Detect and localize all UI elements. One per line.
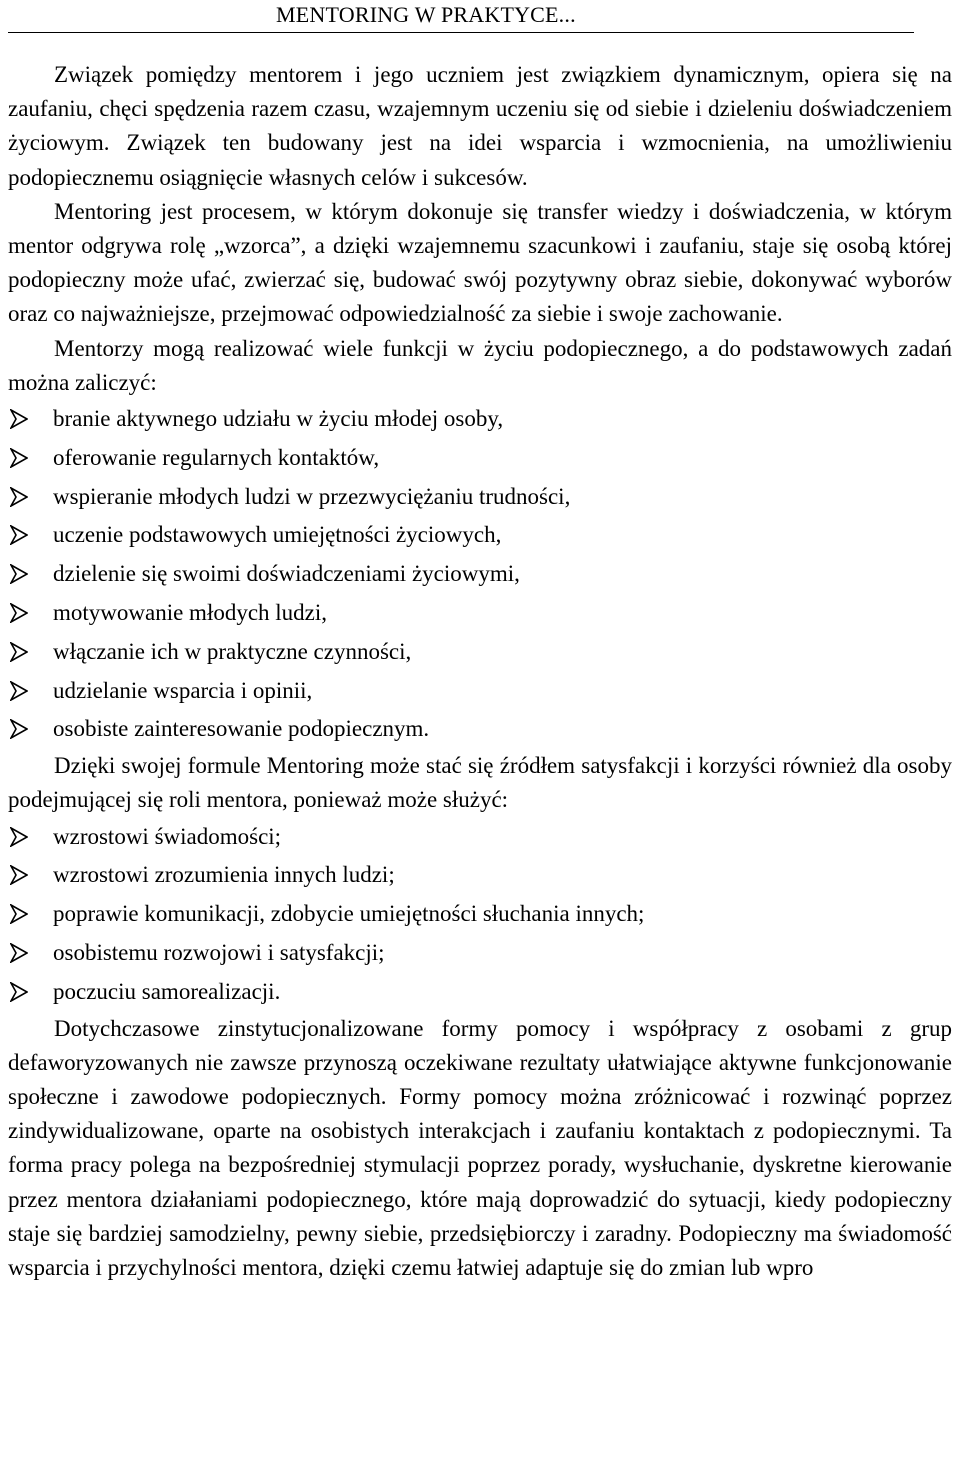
page-body [8,58,952,1285]
list-item-text: wzrostowi zrozumienia innych ludzi; [53,862,395,888]
document-page [8,0,952,1285]
arrowhead-bullet-icon [10,642,28,662]
arrowhead-bullet-icon [10,719,28,739]
list-item-text: uczenie podstawowych umiejętności życiowych, [53,522,502,548]
list-item [8,973,952,1012]
list-item [8,633,952,672]
mentor-benefits-list [8,818,952,1012]
list-item [8,478,952,517]
list-item-text: osobiste zainteresowanie podopiecznym. [53,716,430,742]
list-item-text: osobistemu rozwojowi i satysfakcji; [53,940,385,965]
list-item-text: branie aktywnego udziału w życiu młodej osoby, [53,406,504,432]
paragraph-functions-intro: Mentorzy mogą realizować wiele funkcji w życiu podopiecznego, a do podstawowych zadań można zaliczyć: [8,335,952,395]
list-item-text: motywowanie młodych ludzi, [53,600,328,626]
list-item [8,439,952,478]
list-item [8,895,952,934]
list-item [8,818,952,857]
arrowhead-bullet-icon [10,603,28,623]
list-item [8,516,952,555]
list-item [8,555,952,594]
paragraph-institutional-forms: Dotychczasowe zinstytucjonalizowane formy pomocy i współpracy z osobami z grup defaworyzowanych nie zawsze przynoszą oczekiwane rezultaty ułatwiające aktywne funkcjonowanie społeczne i zawodowe podopiecznych. Formy pomocy można zróżnicować i rozwinąć poprzez zindywidualizowane, oparte na osobistych interakcjach i zaufaniu kontaktach z podopiecznymi. Ta forma pracy polega na bezpośredniej stymulacji poprzez porady, wysłuchanie, dyskretne kierowanie przez mentora działaniami podopiecznego, które mają doprowadzić do sytuacji, kiedy podopieczny staje się bardziej samodzielny, pewny siebie, przedsiębiorczy i zaradny. Podopieczny ma świadomość wsparcia i przychylności mentora, dzięki czemu łatwiej adaptuje się do zmian lub wpro [8,1015,952,1281]
arrowhead-bullet-icon [10,827,28,847]
list-item-text: wzrostowi świadomości; [53,823,282,849]
list-item-text: dzielenie się swoimi doświadczeniami życiowymi, [53,561,520,587]
arrowhead-bullet-icon [10,943,28,963]
list-item [8,594,952,633]
arrowhead-bullet-icon [10,448,28,468]
arrowhead-bullet-icon [10,564,28,584]
paragraph-benefits-intro: Dzięki swojej formule Mentoring może stać się źródłem satysfakcji i korzyści również dla osoby podejmującej się roli mentora, ponieważ może służyć: [8,753,952,813]
list-item [8,400,952,439]
list-item [8,710,952,749]
list-item [8,856,952,895]
arrowhead-bullet-icon [10,409,28,429]
list-item-text: oferowanie regularnych kontaktów, [53,444,380,470]
running-header [8,0,914,33]
arrowhead-bullet-icon [10,487,28,507]
list-item [8,672,952,711]
mentor-functions-list [8,400,952,749]
list-item-text: wspieranie młodych ludzi w przezwyciężaniu trudności, [53,483,571,509]
running-title: MENTORING W PRAKTYCE... [276,2,576,27]
list-item-text: udzielanie wsparcia i opinii, [53,677,313,703]
paragraph-relationship: Związek pomiędzy mentorem i jego uczniem jest związkiem dynamicznym, opiera się na zaufaniu, chęci spędzenia razem czasu, wzajemnym uczeniu się od siebie i dzieleniu doświadczeniem życiowym. Związek ten budowany jest na idei wsparcia i wzmocnienia, na umożliwieniu podopiecznemu osiągnięcie własnych celów i sukcesów. [8,62,952,190]
arrowhead-bullet-icon [10,681,28,701]
paragraph-process: Mentoring jest procesem, w którym dokonuje się transfer wiedzy i doświadczenia, w którym mentor odgrywa rolę „wzorca”, a dzięki wzajemnemu szacunkowi i zaufaniu, staje się osobą której podopieczny może ufać, zwierzać się, budować swój pozytywny obraz siebie, dokonywać wyborów oraz co najważniejsze, przejmować odpowiedzialność za siebie i swoje zachowanie. [8,198,952,327]
arrowhead-bullet-icon [10,904,28,924]
list-item-text: włączanie ich w praktyczne czynności, [53,638,412,664]
list-item-text: poczuciu samorealizacji. [53,978,281,1004]
arrowhead-bullet-icon [10,525,28,545]
list-item [8,934,952,973]
list-item-text: poprawie komunikacji, zdobycie umiejętności słuchania innych; [53,901,645,927]
arrowhead-bullet-icon [10,865,28,885]
arrowhead-bullet-icon [10,982,28,1002]
